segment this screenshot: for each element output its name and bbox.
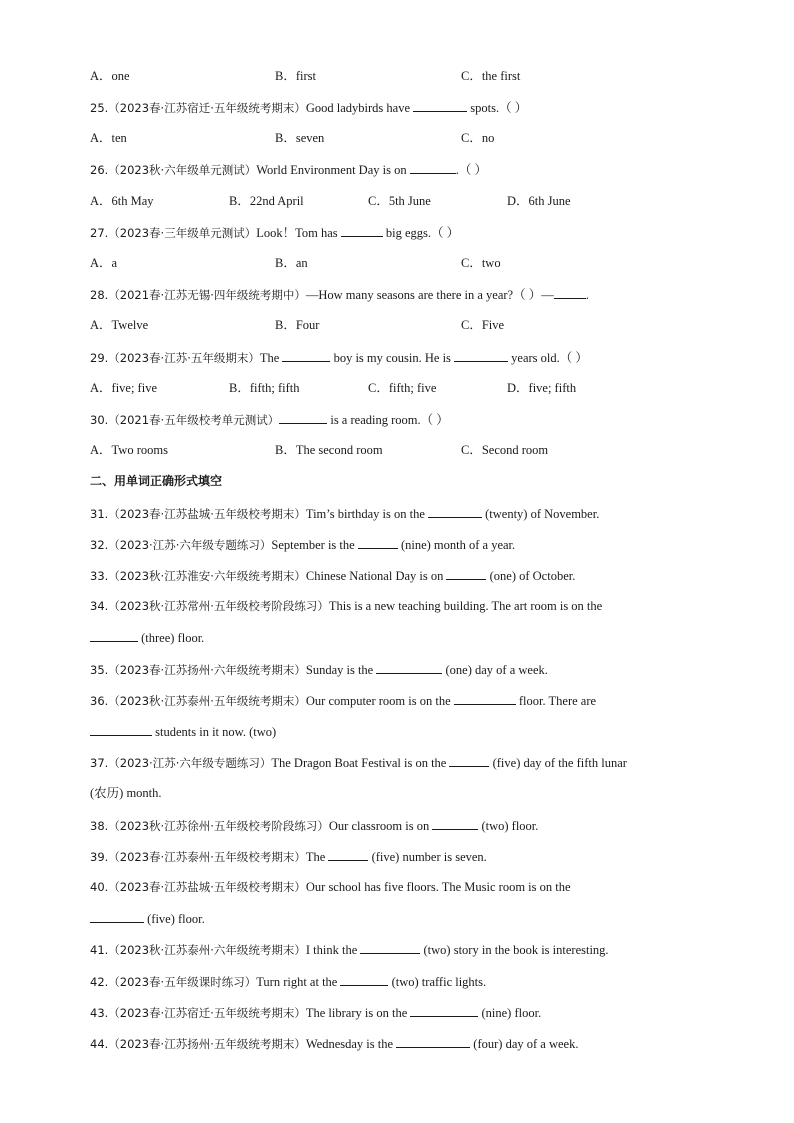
question-28: 28.（2021春·江苏无锡·四年级统考期中）—How many seasons are there in a year?（ ）— . — [90, 288, 589, 302]
answer-blank[interactable] — [454, 692, 516, 705]
answer-blank[interactable] — [282, 349, 330, 362]
question-27: 27.（2023春·三年级单元测试）Look！Tom has big eggs.（ ） — [90, 226, 460, 240]
question-source: 29.（2023春·江苏·五年级期末） — [90, 351, 260, 365]
q24-option-c: C．the first — [461, 69, 521, 83]
question-38: 38.（2023秋·江苏徐州·五年级校考阶段练习）Our classroom is on (two) floor. — [90, 819, 539, 833]
question-source: 26.（2023秋·六年级单元测试） — [90, 163, 257, 177]
section-heading: 二、用单词正确形式填空 — [90, 474, 223, 488]
question-source: 34.（2023秋·江苏常州·五年级校考阶段练习） — [90, 599, 329, 613]
answer-blank[interactable] — [90, 723, 152, 736]
q26-option-a: A．6th May — [90, 194, 154, 208]
q29-option-c: C．fifth; five — [368, 381, 437, 395]
q29-option-a: A．five; five — [90, 381, 157, 395]
question-37-cont: (农历) month. — [90, 786, 162, 800]
question-source: 30.（2021春·五年级校考单元测试） — [90, 413, 280, 427]
question-source: 44.（2023春·江苏扬州·五年级统考期末） — [90, 1037, 306, 1051]
answer-blank[interactable] — [341, 224, 383, 237]
answer-blank[interactable] — [279, 411, 327, 424]
answer-blank[interactable] — [90, 629, 138, 642]
answer-blank[interactable] — [376, 661, 442, 674]
question-source: 43.（2023春·江苏宿迁·五年级统考期末） — [90, 1006, 306, 1020]
question-25: 25.（2023春·江苏宿迁·五年级统考期末）Good ladybirds have spots.（ ） — [90, 101, 528, 115]
question-26: 26.（2023秋·六年级单元测试）World Environment Day is on .（ ） — [90, 163, 487, 177]
answer-blank[interactable] — [340, 973, 388, 986]
question-source: 37.（2023·江苏·六年级专题练习） — [90, 756, 272, 770]
question-35: 35.（2023春·江苏扬州·六年级统考期末）Sunday is the (one) day of a week. — [90, 663, 548, 677]
question-source: 38.（2023秋·江苏徐州·五年级校考阶段练习） — [90, 819, 329, 833]
q26-option-d: D．6th June — [507, 194, 571, 208]
question-39: 39.（2023春·江苏泰州·五年级校考期末）The (five) number is seven. — [90, 850, 487, 864]
answer-blank[interactable] — [454, 349, 508, 362]
question-source: 36.（2023秋·江苏泰州·五年级统考期末） — [90, 694, 306, 708]
question-42: 42.（2023春·五年级课时练习）Turn right at the (two) traffic lights. — [90, 975, 487, 989]
question-36: 36.（2023秋·江苏泰州·五年级统考期末）Our computer room is on the floor. There are — [90, 694, 597, 708]
q28-option-b: B．Four — [275, 318, 320, 332]
q27-option-b: B．an — [275, 256, 308, 270]
q27-option-c: C．two — [461, 256, 501, 270]
question-source: 41.（2023秋·江苏泰州·六年级统考期末） — [90, 943, 306, 957]
answer-blank[interactable] — [449, 754, 489, 767]
question-30: 30.（2021春·五年级校考单元测试） is a reading room.（ ） — [90, 413, 449, 427]
q28-option-c: C．Five — [461, 318, 505, 332]
question-36-cont: students in it now. (two) — [90, 723, 276, 740]
question-37: 37.（2023·江苏·六年级专题练习）The Dragon Boat Festival is on the (five) day of the fifth lunar — [90, 756, 627, 770]
question-33: 33.（2023秋·江苏淮安·六年级统考期末）Chinese National Day is on (one) of October. — [90, 569, 576, 583]
answer-blank[interactable] — [413, 99, 467, 112]
question-source: 25.（2023春·江苏宿迁·五年级统考期末） — [90, 101, 306, 115]
question-source: 27.（2023春·三年级单元测试） — [90, 226, 257, 240]
question-source: 39.（2023春·江苏泰州·五年级校考期末） — [90, 850, 306, 864]
question-44: 44.（2023春·江苏扬州·五年级统考期末）Wednesday is the (four) day of a week. — [90, 1037, 579, 1051]
question-source: 31.（2023春·江苏盐城·五年级校考期末） — [90, 507, 306, 521]
q26-option-b: B．22nd April — [229, 194, 304, 208]
q30-option-a: A．Two rooms — [90, 443, 168, 457]
question-40: 40.（2023春·江苏盐城·五年级校考期末）Our school has five floors. The Music room is on the — [90, 880, 571, 894]
question-source: 40.（2023春·江苏盐城·五年级校考期末） — [90, 880, 306, 894]
q24-option-b: B．first — [275, 69, 316, 83]
question-source: 28.（2021春·江苏无锡·四年级统考期中） — [90, 288, 306, 302]
question-31: 31.（2023春·江苏盐城·五年级校考期末）Tim’s birthday is on the (twenty) of November. — [90, 507, 600, 521]
question-29: 29.（2023春·江苏·五年级期末）The boy is my cousin. He is years old.（ ） — [90, 351, 588, 365]
q25-option-b: B．seven — [275, 131, 325, 145]
question-40-cont: (five) floor. — [90, 910, 205, 927]
q30-option-b: B．The second room — [275, 443, 383, 457]
question-source: 33.（2023秋·江苏淮安·六年级统考期末） — [90, 569, 306, 583]
question-43: 43.（2023春·江苏宿迁·五年级统考期末）The library is on the (nine) floor. — [90, 1006, 542, 1020]
q26-option-c: C．5th June — [368, 194, 431, 208]
answer-blank[interactable] — [360, 941, 420, 954]
answer-blank[interactable] — [428, 505, 482, 518]
answer-blank[interactable] — [410, 161, 456, 174]
question-34-cont: (three) floor. — [90, 629, 204, 646]
answer-blank[interactable] — [396, 1035, 470, 1048]
q30-option-c: C．Second room — [461, 443, 549, 457]
q24-option-a: A．one — [90, 69, 130, 83]
answer-blank[interactable] — [90, 910, 144, 923]
question-41: 41.（2023秋·江苏泰州·六年级统考期末）I think the (two) story in the book is interesting. — [90, 943, 609, 957]
q27-option-a: A．a — [90, 256, 118, 270]
answer-blank[interactable] — [328, 848, 368, 861]
question-source: 42.（2023春·五年级课时练习） — [90, 975, 257, 989]
question-source: 32.（2023·江苏·六年级专题练习） — [90, 538, 272, 552]
answer-blank[interactable] — [358, 536, 398, 549]
question-34: 34.（2023秋·江苏常州·五年级校考阶段练习）This is a new teaching building. The art room is on the — [90, 599, 603, 613]
answer-blank[interactable] — [446, 567, 486, 580]
q25-option-a: A．ten — [90, 131, 127, 145]
answer-blank[interactable] — [432, 817, 478, 830]
q28-option-a: A．Twelve — [90, 318, 149, 332]
q29-option-b: B．fifth; fifth — [229, 381, 300, 395]
q25-option-c: C．no — [461, 131, 495, 145]
question-32: 32.（2023·江苏·六年级专题练习）September is the (nine) month of a year. — [90, 538, 516, 552]
question-source: 35.（2023春·江苏扬州·六年级统考期末） — [90, 663, 306, 677]
q29-option-d: D．five; fifth — [507, 381, 577, 395]
answer-blank[interactable] — [554, 286, 586, 299]
answer-blank[interactable] — [410, 1004, 478, 1017]
